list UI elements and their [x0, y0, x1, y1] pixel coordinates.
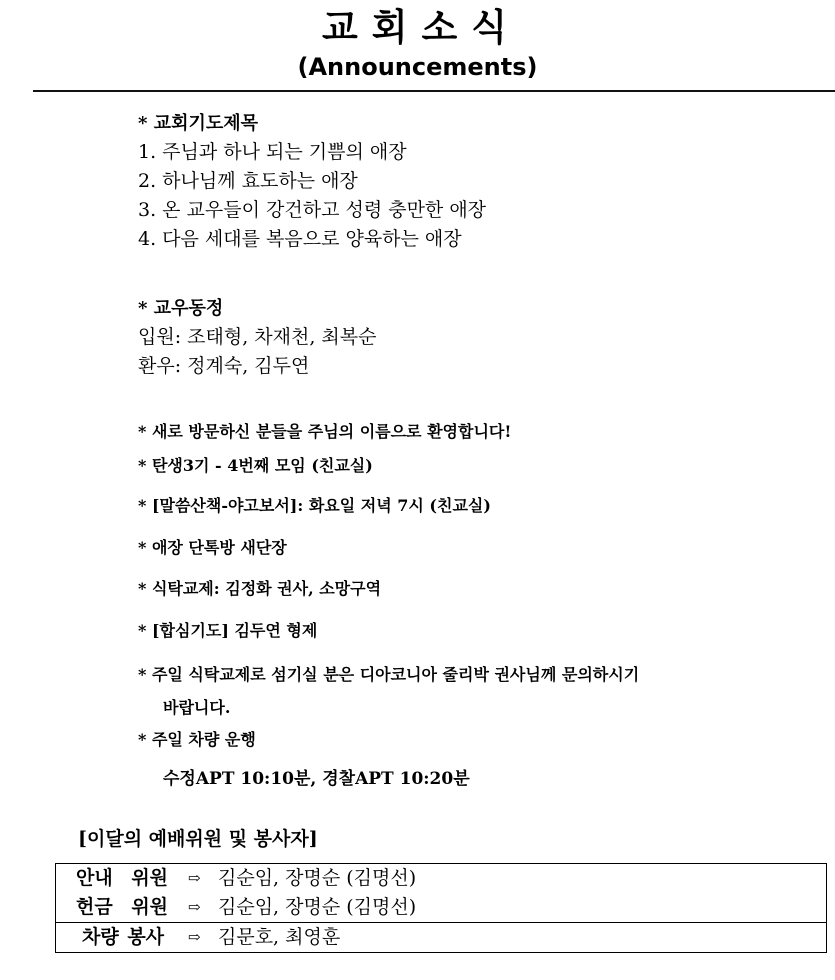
notice-meal-volunteer: * 주일 식탁교제로 섬기실 분은 디아코니아 줄리박 권사님께 문의하시기: [138, 665, 640, 684]
names-value: 김문호, 최영훈: [218, 926, 341, 948]
names-value: 김순임, 장명순 (김명선): [218, 896, 417, 918]
prayer-heading: * 교회기도제목: [138, 113, 259, 134]
prayer-item: 1. 주님과 하나 되는 기쁨의 애장: [138, 141, 407, 163]
servants-table: [55, 863, 827, 953]
notice-birth-group: * 탄생3기 - 4번째 모임 (친교실): [138, 456, 373, 475]
page-subtitle: (Announcements): [297, 53, 538, 81]
prayer-item: 2. 하나님께 효도하는 애장: [138, 170, 358, 192]
names-value: 김순임, 장명순 (김명선): [218, 867, 417, 889]
notice-meal-volunteer-cont: 바랍니다.: [163, 698, 231, 717]
notice-welcome: * 새로 방문하신 분들을 주님의 이름으로 환영합니다!: [138, 422, 512, 441]
servants-title: [이달의 예배위원 및 봉사자]: [78, 828, 318, 850]
notice-group-chat: * 애장 단톡방 새단장: [138, 538, 287, 557]
notice-shuttle: * 주일 차량 운행: [138, 730, 256, 749]
members-heading: * 교우동정: [138, 298, 224, 319]
hospitalized-line: 입원: 조태형, 차재천, 최복순: [138, 326, 377, 348]
arrow-icon: ⇨: [188, 928, 201, 946]
arrow-icon: ⇨: [188, 869, 201, 887]
table-row: [56, 864, 826, 893]
role-label: 차량 봉사: [82, 926, 165, 948]
role-label: 안내 위원: [76, 867, 169, 889]
arrow-icon: ⇨: [188, 898, 201, 916]
notice-fellowship-meal: * 식탁교제: 김정화 권사, 소망구역: [138, 579, 382, 598]
members-section: [138, 295, 818, 381]
notice-shuttle-times: 수정APT 10:10분, 경찰APT 10:20분: [163, 769, 470, 789]
prayer-item: 3. 온 교우들이 강건하고 성령 충만한 애장: [138, 199, 487, 221]
table-row: [56, 922, 826, 952]
notice-united-prayer: * [합심기도] 김두연 형제: [138, 621, 318, 640]
table-row: [56, 893, 826, 922]
page-header: [0, 6, 835, 82]
page-title: 교회소식: [322, 6, 521, 49]
prayer-item: 4. 다음 세대를 복음으로 양육하는 애장: [138, 228, 462, 250]
recovering-line: 환우: 정계숙, 김두연: [138, 355, 310, 377]
prayer-section: [138, 110, 818, 254]
title-divider: [33, 90, 835, 92]
role-label: 헌금 위원: [76, 896, 169, 918]
notice-bible-walk: * [말씀산책-야고보서]: 화요일 저녁 7시 (친교실): [138, 496, 491, 515]
